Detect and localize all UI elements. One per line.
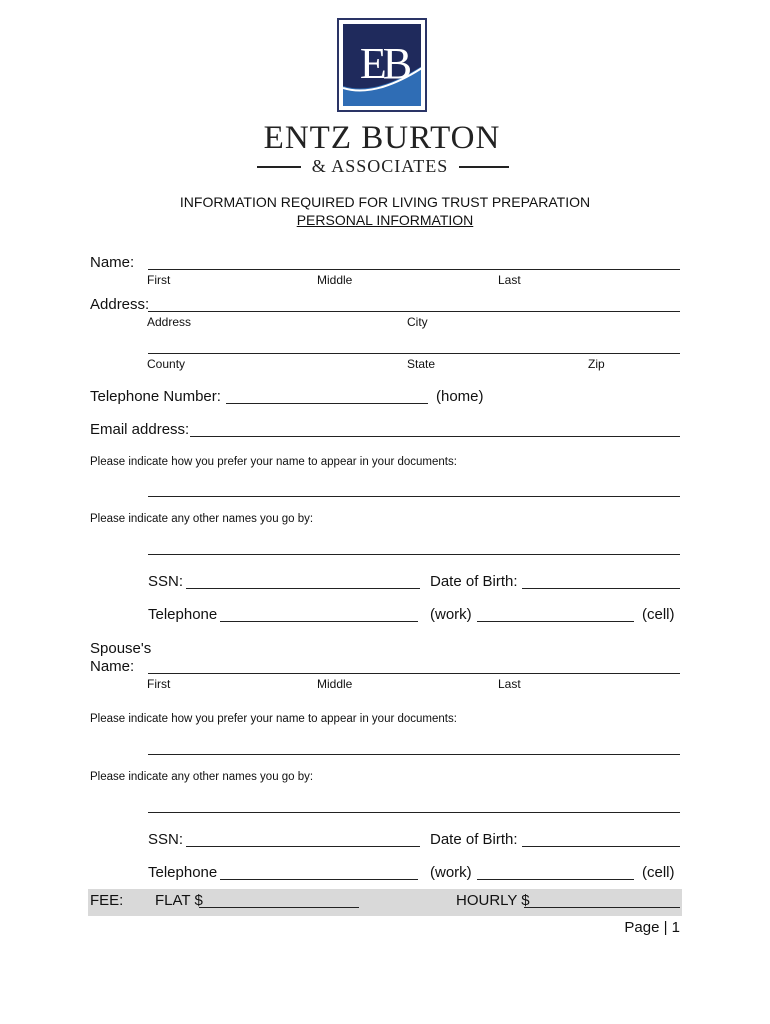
form-subtitle: PERSONAL INFORMATION [296,212,474,228]
telephone-label: Telephone [148,606,218,623]
address-label: Address: [90,296,150,313]
work-phone-line[interactable] [220,621,418,622]
email-line[interactable] [190,436,680,437]
home-caption: (home) [436,388,484,405]
ssn-label: SSN: [148,573,184,590]
zip-caption: Zip [588,357,605,371]
fee-label: FEE: [90,892,124,909]
dob-label: Date of Birth: [430,573,518,590]
spouse-name-line[interactable] [148,673,680,674]
spouse-work-caption: (work) [430,864,472,881]
spouse-label-1: Spouse's [90,640,152,657]
spouse-label-2: Name: [90,658,135,675]
hourly-fee-line[interactable] [524,907,680,908]
address-caption: Address [147,315,192,329]
spouse-cell-caption: (cell) [642,864,675,881]
logo-emblem [343,24,421,106]
spouse-other-names-note: Please indicate any other names you go by: [90,771,314,783]
cell-phone-line[interactable] [477,621,634,622]
firm-sub-line-left [257,166,301,168]
name-label: Name: [90,254,135,271]
last-caption: Last [498,273,521,287]
middle-caption: Middle [317,273,353,287]
email-label: Email address: [90,421,190,438]
county-line[interactable] [148,353,680,354]
spouse-dob-line[interactable] [522,846,680,847]
state-caption: State [407,357,436,371]
spouse-telephone-label: Telephone [148,864,218,881]
spouse-prefer-name-line[interactable] [148,754,680,755]
firm-sub-line-right [459,166,509,168]
dob-line[interactable] [522,588,680,589]
spouse-ssn-label: SSN: [148,831,184,848]
form-title: INFORMATION REQUIRED FOR LIVING TRUST PREPARATION [179,194,591,210]
telephone-number-label: Telephone Number: [90,388,221,405]
name-line[interactable] [148,269,680,270]
spouse-work-phone-line[interactable] [220,879,418,880]
other-names-note: Please indicate any other names you go by: [90,513,314,525]
home-phone-line[interactable] [226,403,428,404]
ssn-line[interactable] [186,588,420,589]
flat-fee-label: FLAT $ [155,892,203,909]
spouse-prefer-name-note: Please indicate how you prefer your name to appear in your documents: [90,713,457,725]
spouse-ssn-line[interactable] [186,846,420,847]
first-caption: First [147,273,171,287]
other-names-line[interactable] [148,554,680,555]
flat-fee-line[interactable] [199,907,359,908]
spouse-first-caption: First [147,677,171,691]
cell-caption: (cell) [642,606,675,623]
address-line[interactable] [148,311,680,312]
spouse-dob-label: Date of Birth: [430,831,518,848]
prefer-name-note: Please indicate how you prefer your name to appear in your documents: [90,456,457,468]
hourly-fee-label: HOURLY $ [456,892,530,909]
spouse-middle-caption: Middle [317,677,353,691]
county-caption: County [147,357,186,371]
spouse-last-caption: Last [498,677,521,691]
prefer-name-line[interactable] [148,496,680,497]
firm-subname: & ASSOCIATES [311,156,449,176]
spouse-cell-phone-line[interactable] [477,879,634,880]
page-number: Page | 1 [624,919,680,936]
firm-name: ENTZ BURTON [263,120,501,156]
city-caption: City [407,315,428,329]
work-caption: (work) [430,606,472,623]
logo-letters: EB [359,39,409,88]
firm-logo [337,18,427,112]
spouse-other-names-line[interactable] [148,812,680,813]
